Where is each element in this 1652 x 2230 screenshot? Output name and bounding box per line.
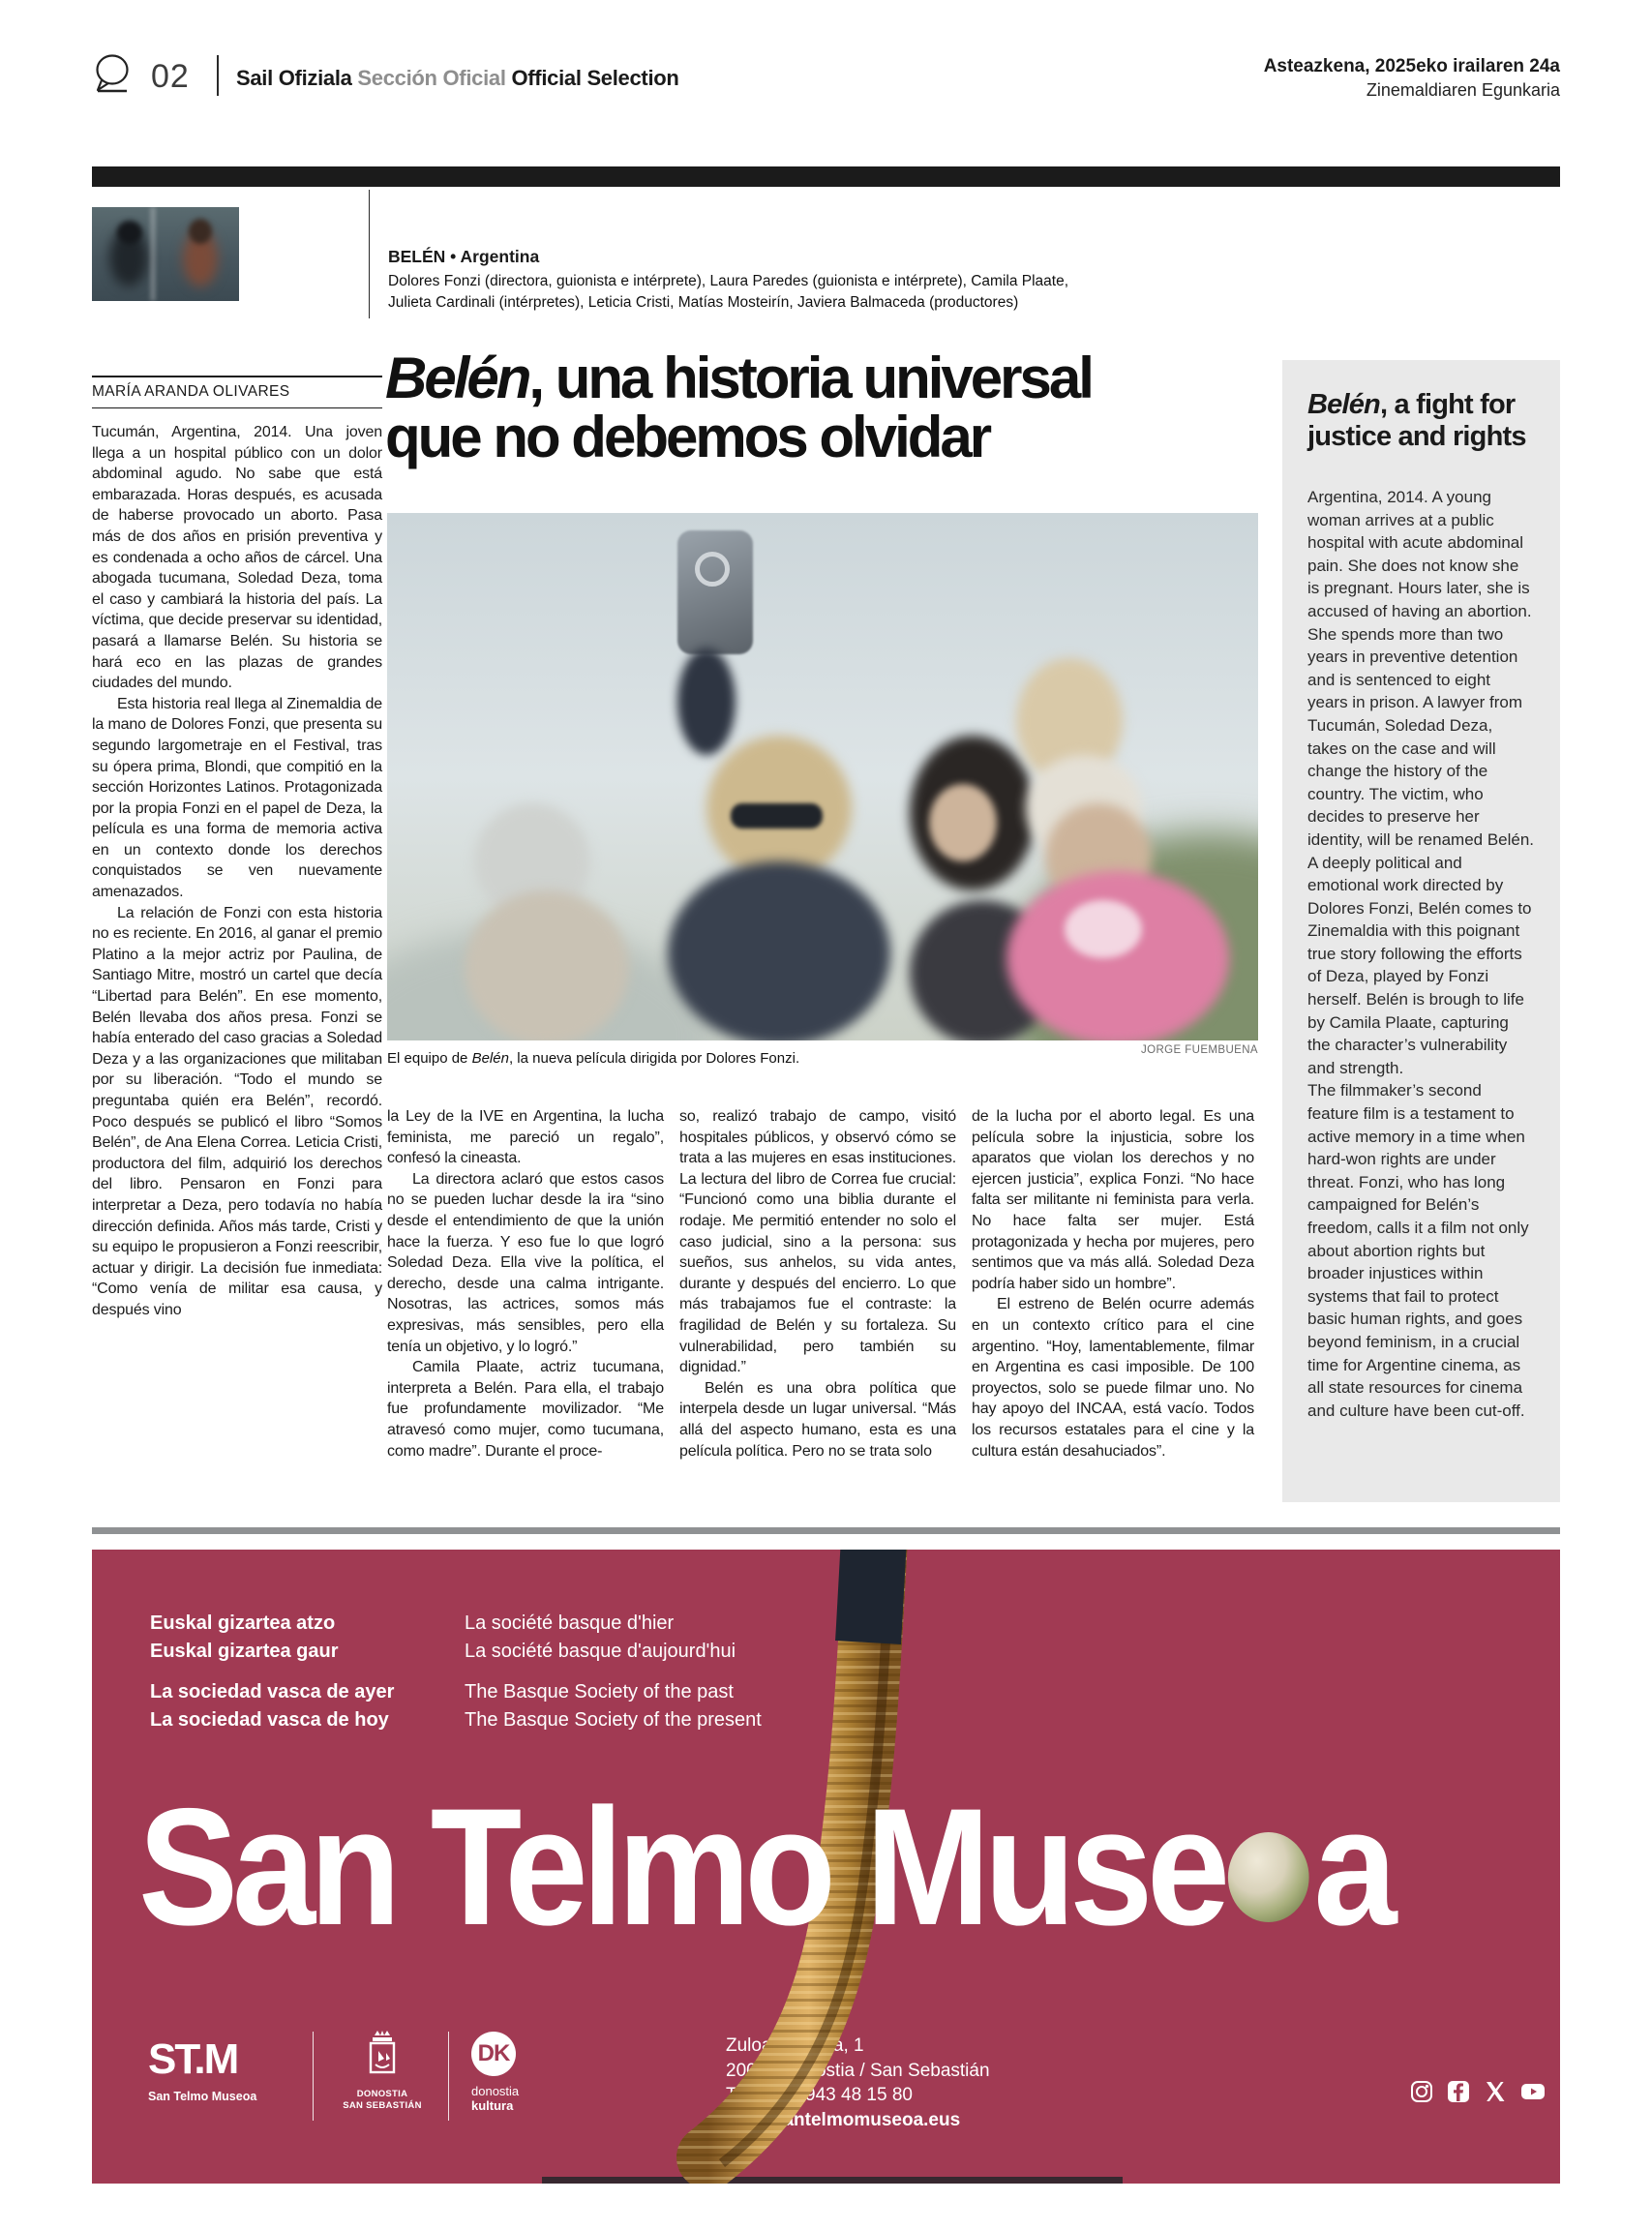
english-summary-sidebar: [1282, 360, 1560, 1502]
headline-rest: , una historia universal: [528, 346, 1092, 410]
x-icon[interactable]: [1484, 2080, 1507, 2103]
paragraph: Camila Plaate, actriz tucumana, interpreta a Belén. Para ella, el trabajo fue profundamente movilizador. “Me atravesó como mujer, como tucumana, como madre”. Durante el proce-: [387, 1359, 664, 1460]
byline: MARÍA ARANDA OLIVARES: [92, 376, 382, 408]
caption-pre: El equipo de: [387, 1050, 472, 1067]
ad-text-basque-spanish: [150, 1610, 394, 1747]
paragraph: Argentina, 2014. A young woman arrives at a public hospital with acute abdominal pain. She does not know she is pregnant. Hours later, she is accused of having an abortion. She spends more than two years in preventive detention and is sentenced to eight years in prison. A lawyer from Tucumán, Soledad Deza, takes on the case and will change the history of the country. The victim, who decides to preserve her identity, will be renamed Belén.: [1307, 488, 1535, 849]
stm-logo-caption: San Telmo Museoa: [148, 2090, 257, 2103]
paragraph: La relación de Fonzi con esta historia no es reciente. En 2016, al ganar el premio Platino a la mejor actriz por Paulina, de Santiago Mitre, mostró un cartel que decía “Libertad para Belén”. En ese momento, Belén llevaba dos años presa. Fonzi se había enterado del caso gracias a Soledad Deza y a las organizaciones que militaban por su liberación. “Todo el mundo se preguntaba quién era Belén”, recordó. Poco después se publicó el libro “Somos Belén”, de Ana Elena Correa. Leticia Cristi, productora del film, adquirió los derechos del libro. Pensaron en Fonzi para interpretar a Deza, pero todavía no había dirección definida. Años más tarde, Cristi y su equipo le propusieron a Fonzi reescribir, actuar y dirigir. La decisión fue inmediata: “Como venía de militar esa causa, y después vino: [92, 904, 382, 1318]
festival-bubble-logo-icon: [92, 53, 133, 96]
article-photo: [387, 513, 1258, 1040]
article-headline: [385, 348, 1266, 467]
ad-line: La sociedad vasca de ayer: [150, 1681, 395, 1703]
ad-title-part2: a: [1313, 1774, 1392, 1960]
stm-logo: [148, 2035, 257, 2103]
crest-caption-line2: SAN SEBASTIÁN: [343, 2100, 422, 2111]
paragraph: The filmmaker’s second feature film is a testament to active memory in a time when hard-won rights are under threat. Fonzi, who has long campaigned for Belén’s freedom, calls it a film not only about abortion rights but broader injustices within systems that fail to protect basic human rights, and goes beyond feminism, in a crucial time for Argentine cinema, as all state resources for cinema and culture have been cut-off.: [1307, 1081, 1529, 1420]
paragraph: so, realizó trabajo de campo, visitó hospitales públicos, y observó cómo se trata a las mujeres en esas instituciones. La lectura del libro de Correa fue crucial: “Funcionó como una biblia durante el rodaje. Me permitió entender no solo el caso judicial, sino a la persona: sus sueños, sus anhelos, su vida antes, durante y después del encierro. Lo que más trabajamos fue el contraste: la fragilidad de Belén y su fortaleza. Su vulnerabilidad, pero también su dignidad.”: [679, 1108, 956, 1376]
headline-film-name: Belén: [385, 346, 529, 410]
ad-line: Euskal gizartea gaur: [150, 1641, 339, 1662]
paragraph: La directora aclaró que estos casos no se pueden luchar desde la ira “sino desde el entendimiento de que la unión hace la fuerza. Y eso fue lo que logró Soledad Deza. Ella vive la política, el derecho, desde una calma intrigante. Nosotras, las actrices, somos más expresivas, más sensibles, pero ella tenía un objetivo, y lo logró.”: [387, 1170, 664, 1355]
dk-caption-line2: kultura: [471, 2098, 514, 2113]
donostia-kultura-logo: [471, 2032, 519, 2113]
donostia-kultura-icon: DK: [471, 2032, 516, 2076]
article-column-2: [679, 1106, 956, 1462]
film-title: BELÉN • Argentina: [388, 247, 540, 266]
ad-line: La sociedad vasca de hoy: [150, 1709, 389, 1731]
ad-line: Euskal gizartea atzo: [150, 1612, 336, 1634]
article-column-1: [387, 1106, 664, 1462]
paragraph: Belén es una obra política que interpela desde un lugar universal. “Más allá del aspecto humano, esta es una película política. Pero no se trata solo: [679, 1379, 956, 1460]
section-en: Official Selection: [511, 66, 679, 90]
ad-title-part1: San Telmo Muse: [138, 1774, 1224, 1960]
ad-line: The Basque Society of the past: [465, 1681, 734, 1703]
address-line: 20003 Donostia / San Sebastián: [726, 2060, 990, 2081]
article-left-column: [92, 422, 382, 1321]
ad-line: The Basque Society of the present: [465, 1709, 762, 1731]
donostia-coat-of-arms: [336, 2030, 429, 2112]
address-line: T (00 34) 943 48 15 80: [726, 2085, 913, 2105]
film-credits-line2: Julieta Cardinali (intérpretes), Leticia Cristi, Matías Mosteirín, Javiera Balmaceda (productores): [388, 294, 1019, 311]
social-icons-row: [1410, 2080, 1546, 2103]
publication-name: Zinemaldiaren Egunkaria: [1366, 80, 1560, 100]
film-credits: [388, 271, 1220, 314]
ad-title: [138, 1774, 1392, 1960]
san-telmo-museoa-ad: [92, 1550, 1560, 2184]
donostia-coat-of-arms-icon: [363, 2030, 402, 2084]
edition-date: Asteazkena, 2025eko irailaren 24a: [1263, 56, 1560, 76]
section-title: [236, 66, 679, 91]
film-still-thumbnail: [92, 207, 239, 301]
dk-caption-line1: donostia: [471, 2084, 520, 2098]
youtube-icon[interactable]: [1520, 2080, 1546, 2103]
address-line: Zuloaga Plaza, 1: [726, 2035, 864, 2056]
sidebar-title-rest: , a fight for justice and rights: [1307, 389, 1526, 452]
paragraph: Tucumán, Argentina, 2014. Una joven llega a un hospital público con un dolor abdominal agudo. No sabe que está embarazada. Horas después, es acusada de haberse provocado un aborto. Pasa más de dos años en prisión preventiva y es condenada a ocho años de cárcel. Una abogada tucumana, Soledad Deza, toma el caso y cambiará la historia del país. La víctima, que decide preservar su identidad, pasará a llamarse Belén. Su historia se hará eco en las plazas de grandes ciudades del mundo.: [92, 424, 382, 692]
paragraph: A deeply political and emotional work directed by Dolores Fonzi, Belén comes to Zinemaldia with this poignant true story following the efforts of Deza, played by Fonzi herself. Belén is brough to life by Camila Plaate, capturing the character’s vulnerability and strength.: [1307, 853, 1532, 1077]
sidebar-title: [1307, 389, 1535, 453]
ad-line: La société basque d'hier: [465, 1612, 675, 1634]
section-eu: Sail Ofiziala: [236, 66, 352, 90]
sidebar-title-film-name: Belén: [1307, 389, 1380, 420]
pelota-ball-icon: [1228, 1832, 1309, 1922]
crest-caption-line1: DONOSTIA: [356, 2089, 408, 2099]
photo-credit: JORGE FUEMBUENA: [1140, 1044, 1258, 1056]
header-rule: [92, 166, 1560, 187]
header-divider: [217, 55, 219, 96]
ad-line: La société basque d'aujourd'hui: [465, 1641, 736, 1662]
logo-divider: [448, 2032, 449, 2121]
page-number: 02: [151, 58, 190, 95]
paragraph: El estreno de Belén ocurre además en un contexto crítico para el cine argentino. “Hoy, lamentablemente, filmar en Argentina es casi imposible. De 100 proyectos, solo se puede filmar uno. No hay apoyo del INCAA, está vacío. Todos los recursos estatales para el cine y la cultura están desahuciados”.: [972, 1296, 1254, 1460]
paragraph: la Ley de la IVE en Argentina, la lucha feminista, me pareció un regalo”, confesó la cineasta.: [387, 1108, 664, 1167]
website-link[interactable]: www.santelmomuseoa.eus: [726, 2109, 961, 2130]
section-divider-rule: [92, 1527, 1560, 1534]
section-es: Sección Oficial: [357, 66, 506, 90]
facebook-icon[interactable]: [1447, 2080, 1470, 2103]
article-column-3: [972, 1106, 1254, 1462]
film-credits-line1: Dolores Fonzi (directora, guionista e intérprete), Laura Paredes (guionista e intérprete), Camila Plaate,: [388, 273, 1069, 289]
paragraph: de la lucha por el aborto legal. Es una película sobre la injusticia, sobre los aparatos que violan los derechos y no ejercen justicia”, explica Fonzi. “No hace falta ser militante ni feminista para verla. No hace falta ser mujer. Está protagonizada y hecha por mujeres, pero sentimos que va más allá. Soledad Deza podría haber sido un hombre”.: [972, 1108, 1254, 1292]
film-info-divider: [369, 190, 370, 318]
logo-divider: [313, 2032, 314, 2121]
paragraph: Esta historia real llega al Zinemaldia de la mano de Dolores Fonzi, que presenta su segundo largometraje en el Festival, tras su ópera prima, Blondi, que compitió en la sección Horizontes Latinos. Protagonizada por la propia Fonzi en el papel de Deza, la película es una forma de memoria activa en un contexto donde los derechos conquistados se ven nuevamente amenazados.: [92, 695, 382, 901]
stm-logo-text: ST.M: [148, 2035, 238, 2083]
caption-post: , la nueva película dirigida por Dolores Fonzi.: [508, 1050, 800, 1067]
headline-line2: que no debemos olvidar: [385, 405, 990, 469]
sidebar-body: [1307, 486, 1535, 1422]
instagram-icon[interactable]: [1410, 2080, 1433, 2103]
caption-film-name: Belén: [471, 1050, 509, 1067]
photo-caption: [387, 1050, 1142, 1067]
